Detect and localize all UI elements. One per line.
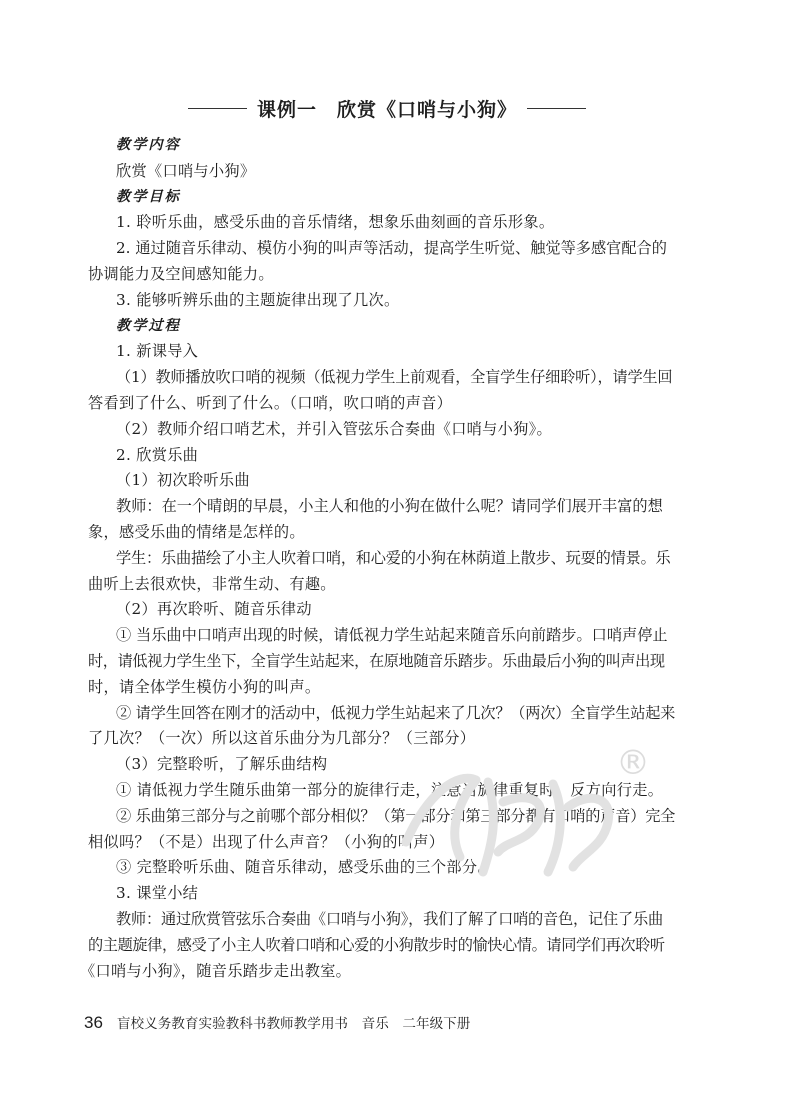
heading-teaching-content: 教学内容 [116, 137, 181, 153]
paragraph-line: 2. 欣赏乐曲 [116, 445, 199, 464]
paragraph-line: 1. 新课导入 [116, 342, 199, 361]
paragraph-line: 协调能力及空间感知能力。 [88, 264, 274, 283]
paragraph-line: 1. 聆听乐曲，感受乐曲的音乐情绪，想象乐曲刻画的音乐形象。 [116, 213, 555, 232]
paragraph-line: 欣赏《口哨与小狗》 [116, 161, 256, 180]
paragraph-line: ② 乐曲第三部分与之前哪个部分相似？（第一部分和第三部分都有口哨的声音）完全 [116, 806, 676, 825]
paragraph-line: 象，感受乐曲的情绪是怎样的。 [88, 522, 305, 541]
title-rule-right [527, 108, 586, 109]
paragraph-line: 教师：在一个晴朗的早晨，小主人和他的小狗在做什么呢？请同学们展开丰富的想 [116, 497, 663, 516]
paragraph-line: ① 当乐曲中口哨声出现的时候，请低视力学生站起来随音乐向前踏步。口哨声停止 [116, 626, 668, 645]
paragraph-line: 答看到了什么、听到了什么。（口哨，吹口哨的声音） [88, 393, 453, 412]
paragraph-line: 曲听上去很欢快，非常生动、有趣。 [88, 574, 336, 593]
paragraph-line: ③ 完整聆听乐曲、随音乐律动，感受乐曲的三个部分。 [116, 858, 493, 877]
registered-mark: ® [616, 743, 650, 783]
paragraph-line: 时，请低视力学生坐下，全盲学生站起来，在原地随音乐踏步。乐曲最后小狗的叫声出现 [88, 651, 665, 670]
paragraph-line: 3. 课堂小结 [116, 884, 199, 903]
paragraph-line: 了几次？（一次）所以这首乐曲分为几部分？（三部分） [88, 729, 476, 748]
paragraph-line: 时，请全体学生模仿小狗的叫声。 [88, 677, 321, 696]
paragraph-line: 《口哨与小狗》，随音乐踏步走出教室。 [80, 961, 352, 980]
paragraph-line: 学生：乐曲描绘了小主人吹着口哨，和心爱的小狗在林荫道上散步、玩耍的情景。乐 [116, 548, 671, 567]
paragraph-line: 2. 通过随音乐律动、模仿小狗的叫声等活动，提高学生听觉、触觉等多感官配合的 [116, 239, 667, 258]
paragraph-line: ① 请低视力学生随乐曲第一部分的旋律行走，注意当旋律重复时，反方向行走。 [116, 780, 664, 799]
lesson-title: 课例一 欣赏《口哨与小狗》 [257, 98, 518, 121]
page-footer [84, 1013, 470, 1034]
paragraph-line: （2）教师介绍口哨艺术，并引入管弦乐合奏曲《口哨与小狗》。 [116, 419, 553, 438]
paragraph-line: （3）完整聆听，了解乐曲结构 [116, 755, 328, 774]
paragraph-line: 相似吗？（不是）出现了什么声音？（小狗的叫声） [88, 832, 445, 851]
paragraph-line: 教师：通过欣赏管弦乐合奏曲《口哨与小狗》，我们了解了口哨的音色，记住了乐曲 [116, 909, 663, 928]
paragraph-line: （1）初次聆听乐曲 [116, 471, 250, 490]
paragraph-line: 的主题旋律，感受了小主人吹着口哨和心爱的小狗散步时的愉快心情。请同学们再次聆听 [88, 935, 665, 954]
page-number: 36 [84, 1013, 103, 1032]
lesson-title-row [188, 94, 586, 122]
paragraph-line: ② 请学生回答在刚才的活动中，低视力学生站起来了几次？（两次）全盲学生站起来 [116, 703, 676, 722]
paragraph-line: （2）再次聆听、随音乐律动 [116, 600, 312, 619]
heading-teaching-goals: 教学目标 [116, 188, 181, 205]
body-text [80, 133, 682, 984]
title-rule-left [188, 108, 247, 109]
heading-teaching-process: 教学过程 [116, 317, 181, 334]
paragraph-line: （1）教师播放吹口哨的视频（低视力学生上前观看，全盲学生仔细聆听），请学生回 [116, 368, 673, 387]
paragraph-line: 3. 能够听辨乐曲的主题旋律出现了几次。 [116, 290, 400, 309]
book-title: 盲校义务教育实验教科书教师教学用书 音乐 二年级下册 [116, 1016, 471, 1032]
